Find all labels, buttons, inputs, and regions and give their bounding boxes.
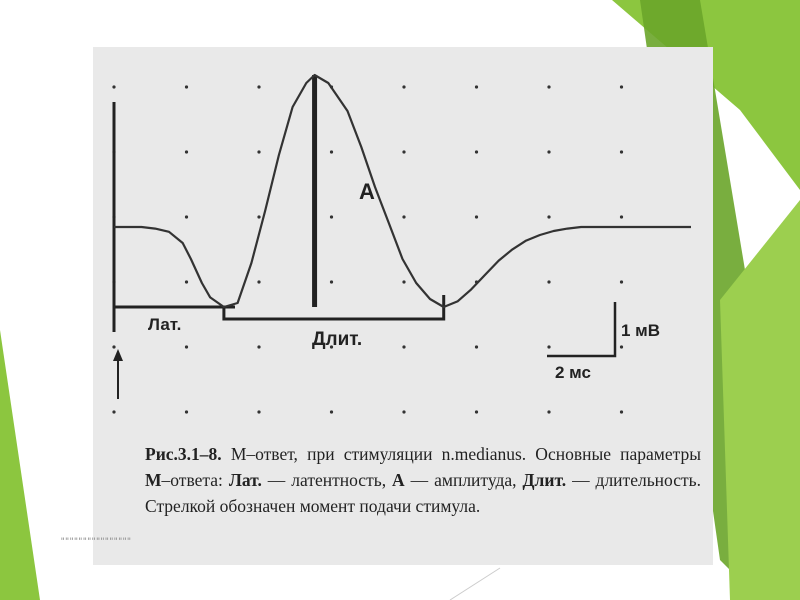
thin-line [450, 568, 500, 600]
grid-dot [620, 215, 623, 218]
latency-label: Лат. [148, 315, 182, 334]
caption-lat: Лат. [228, 470, 262, 490]
grid-dot [112, 345, 115, 348]
grid-dot [402, 215, 405, 218]
grid-dot [185, 345, 188, 348]
grid-dot [547, 150, 550, 153]
grid-dot [185, 85, 188, 88]
grid-dot [257, 85, 260, 88]
grid-dot [620, 150, 623, 153]
dotted-mark: """""""""""""""" [60, 537, 131, 547]
grid-dot [330, 215, 333, 218]
grid-dots [112, 85, 623, 413]
grid-dot [620, 410, 623, 413]
grid-dot [475, 85, 478, 88]
caption-text-4: — амплитуда, [404, 470, 523, 490]
latency-bracket [224, 295, 444, 319]
grid-dot [475, 345, 478, 348]
caption-figure-number: Рис.3.1–8. [145, 444, 222, 464]
grid-dot [257, 345, 260, 348]
grid-dot [185, 150, 188, 153]
voltage-scale-label: 1 мВ [621, 321, 661, 340]
grid-dot [257, 280, 260, 283]
m-response-chart [93, 47, 713, 447]
grid-dot [620, 280, 623, 283]
grid-dot [402, 410, 405, 413]
green-shape-left [0, 330, 40, 600]
grid-dot [620, 85, 623, 88]
grid-dot [402, 150, 405, 153]
caption-text-5: — длительность. Стрелкой обозначен момент подачи стимула. [145, 470, 701, 516]
caption-dlit: Длит. [522, 470, 567, 490]
grid-dot [547, 410, 550, 413]
scale-bar [547, 302, 615, 356]
m-response-trace [114, 75, 691, 307]
grid-dot [185, 280, 188, 283]
caption-text-3: — латентность, [261, 470, 393, 490]
grid-dot [112, 85, 115, 88]
grid-dot [185, 215, 188, 218]
caption-a: А [392, 470, 405, 490]
scanned-figure [93, 47, 713, 565]
grid-dot [547, 215, 550, 218]
caption-text-2: –ответа: [161, 470, 229, 490]
grid-dot [402, 280, 405, 283]
figure-caption [145, 441, 701, 519]
grid-dot [547, 280, 550, 283]
stimulus-arrow [113, 349, 123, 399]
grid-dot [475, 150, 478, 153]
grid-dot [475, 410, 478, 413]
caption-m-1: М [145, 470, 162, 490]
grid-dot [330, 280, 333, 283]
grid-dot [330, 410, 333, 413]
amplitude-label: А [359, 179, 375, 204]
grid-dot [257, 215, 260, 218]
grid-dot [112, 410, 115, 413]
grid-dot [257, 410, 260, 413]
duration-label: Длит. [312, 329, 363, 350]
grid-dot [402, 345, 405, 348]
grid-dot [620, 345, 623, 348]
grid-dot [330, 150, 333, 153]
grid-dot [547, 85, 550, 88]
caption-text-1: М–ответ, при стимуляции n.medianus. Основные параметры [221, 444, 701, 464]
grid-dot [402, 85, 405, 88]
grid-dot [185, 410, 188, 413]
time-scale-label: 2 мс [555, 363, 591, 382]
grid-dot [475, 215, 478, 218]
grid-dot [257, 150, 260, 153]
grid-dot [547, 345, 550, 348]
